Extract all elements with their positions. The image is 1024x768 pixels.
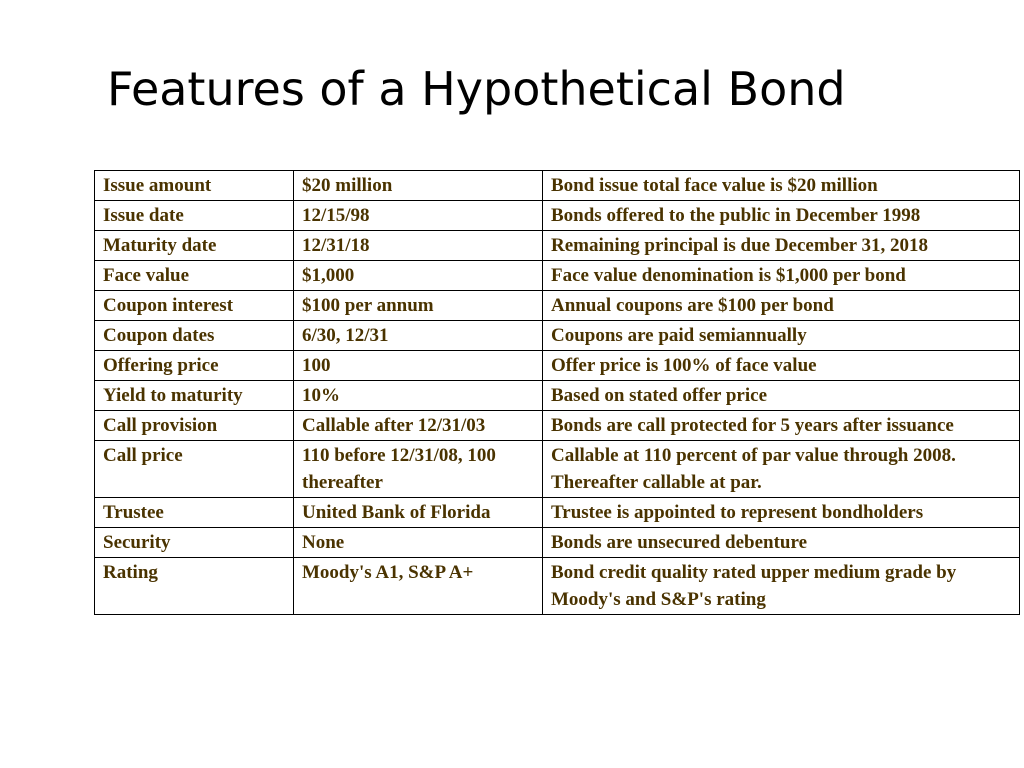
value-cell: Moody's A1, S&P A+ bbox=[294, 558, 543, 615]
feature-cell: Call price bbox=[95, 441, 294, 498]
table-row bbox=[95, 498, 1020, 528]
explanation-cell: Based on stated offer price bbox=[543, 381, 1020, 411]
value-cell: None bbox=[294, 528, 543, 558]
table-row bbox=[95, 291, 1020, 321]
feature-cell: Trustee bbox=[95, 498, 294, 528]
table-row bbox=[95, 171, 1020, 201]
explanation-cell: Bonds offered to the public in December 1998 bbox=[543, 201, 1020, 231]
value-cell: Callable after 12/31/03 bbox=[294, 411, 543, 441]
value-cell: 100 bbox=[294, 351, 543, 381]
table-row bbox=[95, 381, 1020, 411]
table-row bbox=[95, 411, 1020, 441]
explanation-cell: Offer price is 100% of face value bbox=[543, 351, 1020, 381]
explanation-cell: Face value denomination is $1,000 per bond bbox=[543, 261, 1020, 291]
value-cell: United Bank of Florida bbox=[294, 498, 543, 528]
explanation-cell: Callable at 110 percent of par value through 2008. Thereafter callable at par. bbox=[543, 441, 1020, 498]
table-row bbox=[95, 441, 1020, 498]
table-row bbox=[95, 558, 1020, 615]
feature-cell: Offering price bbox=[95, 351, 294, 381]
table-row bbox=[95, 201, 1020, 231]
explanation-cell: Bonds are call protected for 5 years after issuance bbox=[543, 411, 1020, 441]
explanation-cell: Bonds are unsecured debenture bbox=[543, 528, 1020, 558]
feature-cell: Maturity date bbox=[95, 231, 294, 261]
table-row bbox=[95, 321, 1020, 351]
value-cell: 12/31/18 bbox=[294, 231, 543, 261]
feature-cell: Issue amount bbox=[95, 171, 294, 201]
table-row bbox=[95, 528, 1020, 558]
value-cell: $100 per annum bbox=[294, 291, 543, 321]
explanation-cell: Trustee is appointed to represent bondholders bbox=[543, 498, 1020, 528]
feature-cell: Face value bbox=[95, 261, 294, 291]
value-cell: $20 million bbox=[294, 171, 543, 201]
explanation-cell: Bond issue total face value is $20 million bbox=[543, 171, 1020, 201]
explanation-cell: Remaining principal is due December 31, 2018 bbox=[543, 231, 1020, 261]
feature-cell: Coupon dates bbox=[95, 321, 294, 351]
table-row bbox=[95, 231, 1020, 261]
feature-cell: Yield to maturity bbox=[95, 381, 294, 411]
value-cell: $1,000 bbox=[294, 261, 543, 291]
feature-cell: Security bbox=[95, 528, 294, 558]
explanation-cell: Bond credit quality rated upper medium grade by Moody's and S&P's rating bbox=[543, 558, 1020, 615]
table-row bbox=[95, 351, 1020, 381]
slide-title: Features of a Hypothetical Bond bbox=[107, 62, 846, 116]
table-row bbox=[95, 261, 1020, 291]
feature-cell: Rating bbox=[95, 558, 294, 615]
feature-cell: Coupon interest bbox=[95, 291, 294, 321]
feature-cell: Call provision bbox=[95, 411, 294, 441]
value-cell: 110 before 12/31/08, 100 thereafter bbox=[294, 441, 543, 498]
explanation-cell: Coupons are paid semiannually bbox=[543, 321, 1020, 351]
explanation-cell: Annual coupons are $100 per bond bbox=[543, 291, 1020, 321]
value-cell: 10% bbox=[294, 381, 543, 411]
feature-cell: Issue date bbox=[95, 201, 294, 231]
value-cell: 6/30, 12/31 bbox=[294, 321, 543, 351]
value-cell: 12/15/98 bbox=[294, 201, 543, 231]
bond-features-table bbox=[94, 170, 1020, 615]
